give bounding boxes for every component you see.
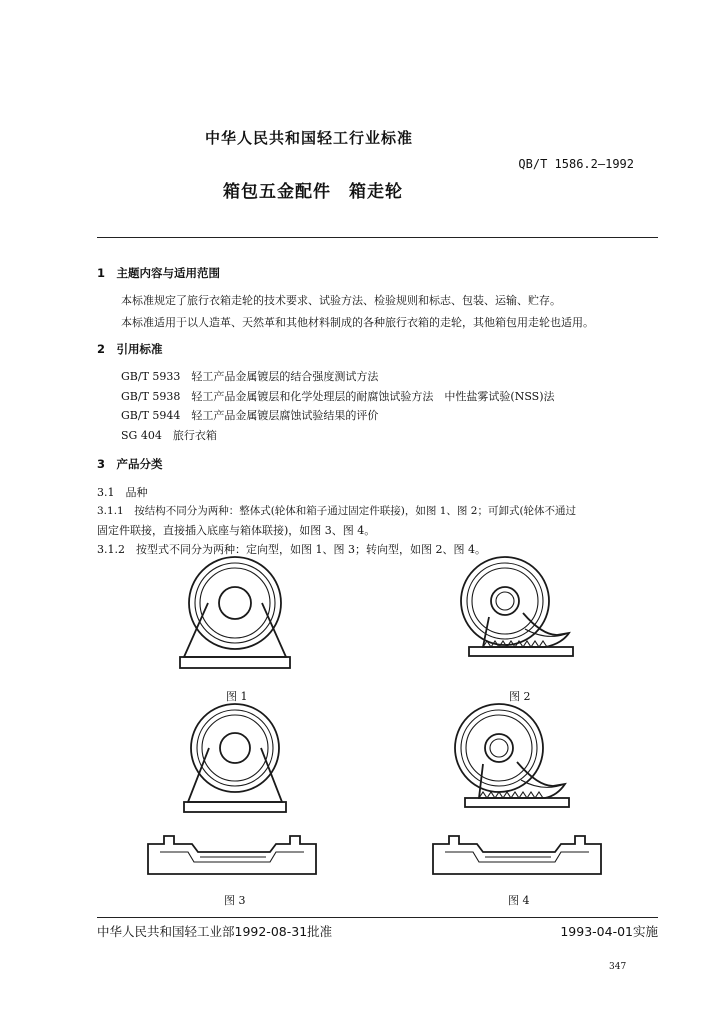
figure-2-caption: 图 2 [509, 690, 531, 703]
figure-2-swivel-caster [455, 555, 585, 680]
reference-item: GB/T 5933 轻工产品金属镀层的结合强度测试方法 [121, 370, 379, 383]
figure-3-caption: 图 3 [224, 894, 246, 907]
figure-1-fixed-caster [170, 555, 300, 680]
footer-divider [97, 917, 658, 918]
section-1-paragraph-1: 本标准规定了旅行衣箱走轮的技术要求、试验方法、检验规则和标志、包装、运输、贮存。 [121, 294, 561, 307]
figure-3-fixed-caster-detachable [140, 702, 325, 882]
standard-number: QB/T 1586.2—1992 [518, 157, 634, 171]
section-3-heading: 3 产品分类 [97, 457, 163, 471]
section-3-1-1-line-1: 3.1.1 按结构不同分为两种：整体式(轮体和箱子通过固定件联接)，如图 1、图 2；可卸式(轮体不通过 [97, 505, 577, 517]
approval-statement: 中华人民共和国轻工业部1992-08-31批准 [97, 924, 333, 939]
figure-4-swivel-caster-detachable [425, 702, 610, 882]
figure-1-caption: 图 1 [226, 690, 248, 703]
section-3-1-heading: 3.1 品种 [97, 486, 148, 499]
section-2-heading: 2 引用标准 [97, 342, 163, 356]
document-title: 箱包五金配件 箱走轮 [223, 182, 403, 202]
section-1-paragraph-2: 本标准适用于以人造革、天然革和其他材料制成的各种旅行衣箱的走轮，其他箱包用走轮也适用。 [121, 316, 594, 329]
issuing-organization: 中华人民共和国轻工行业标准 [205, 129, 414, 147]
section-3-1-1-line-2: 固定件联接，直接插入底座与箱体联接)，如图 3、图 4。 [97, 524, 376, 537]
figure-4-caption: 图 4 [508, 894, 530, 907]
reference-item: GB/T 5938 轻工产品金属镀层和化学处理层的耐腐蚀试验方法 中性盐雾试验(NSS)法 [121, 390, 555, 403]
effective-date: 1993-04-01实施 [560, 924, 658, 939]
reference-item: GB/T 5944 轻工产品金属镀层腐蚀试验结果的评价 [121, 409, 379, 422]
header-divider [97, 237, 658, 238]
section-1-heading: 1 主题内容与适用范围 [97, 266, 221, 280]
reference-item: SG 404 旅行衣箱 [121, 429, 217, 442]
page-number: 347 [609, 962, 627, 972]
section-3-1-2: 3.1.2 按型式不同分为两种：定向型，如图 1、图 3；转向型，如图 2、图 4。 [97, 543, 486, 556]
